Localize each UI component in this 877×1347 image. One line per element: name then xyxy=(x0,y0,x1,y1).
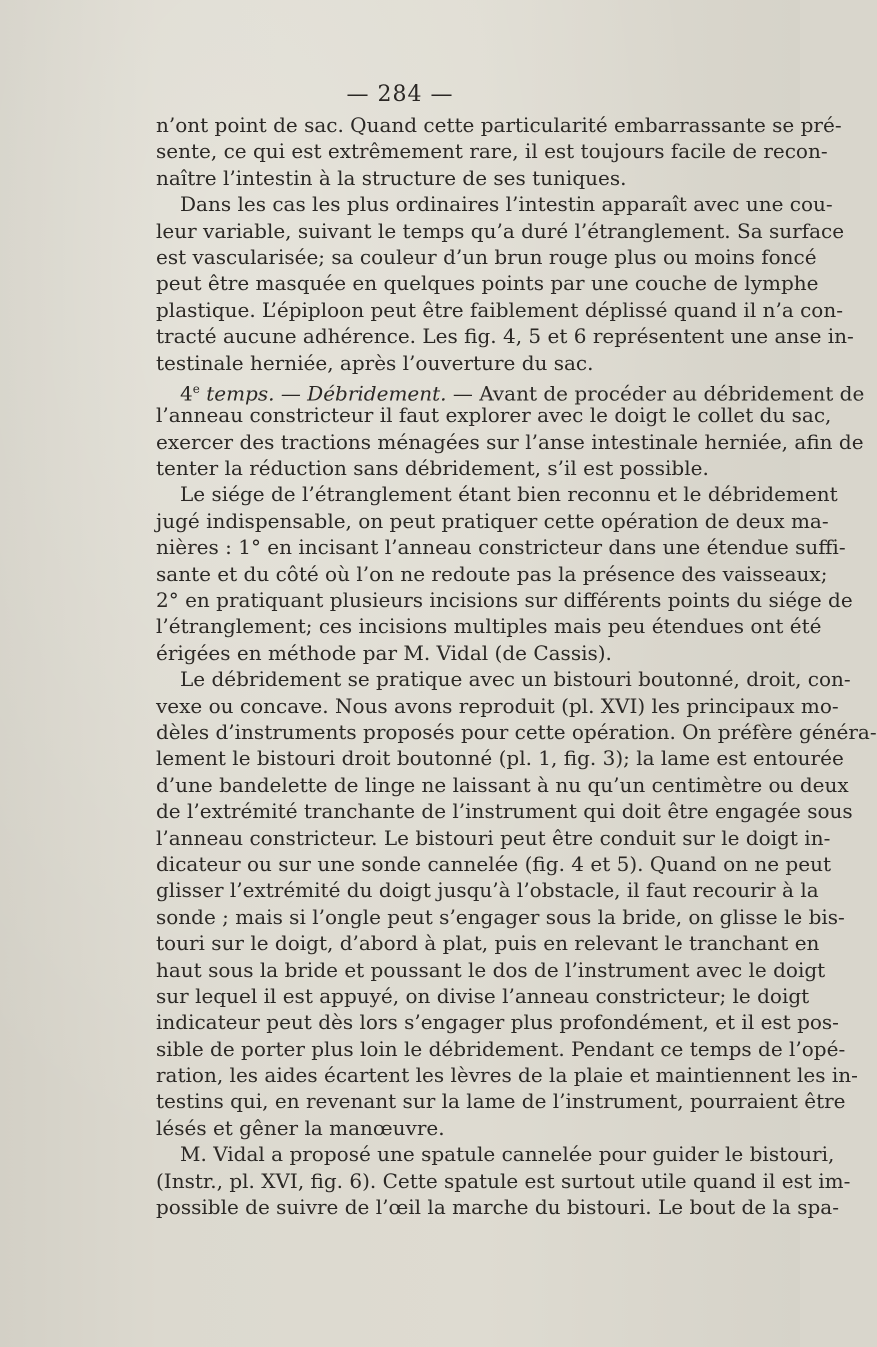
text-line: testinale herniée, après l’ouverture du sac. xyxy=(156,350,594,375)
text-line: Le débridement se pratique avec un bistouri boutonné, droit, con- xyxy=(180,667,851,692)
text-line: lésés et gêner la manœuvre. xyxy=(156,1115,445,1140)
text-line: n’ont point de sac. Quand cette particularité embarrassante se pré- xyxy=(156,113,842,137)
text-line: sente, ce qui est extrêmement rare, il est toujours facile de recon- xyxy=(156,139,828,164)
text-line: naître l’intestin à la structure de ses tuniques. xyxy=(156,165,627,190)
text-line: l’étranglement; ces incisions multiples mais peu étendues ont été xyxy=(156,614,822,639)
text-line: haut sous la bride et poussant le dos de l’instrument avec le doigt xyxy=(156,957,826,982)
text-line: testins qui, en revenant sur la lame de l’instrument, pourraient être xyxy=(156,1089,846,1114)
text-line: tenter la réduction sans débridement, s’il est possible. xyxy=(156,456,709,481)
text-line: est vascularisée; sa couleur d’un brun rouge plus ou moins foncé xyxy=(156,244,817,269)
text-line: dicateur ou sur une sonde cannelée (fig. 4 et 5). Quand on ne peut xyxy=(156,851,831,876)
text-line: leur variable, suivant le temps qu’a duré l’étranglement. Sa surface xyxy=(156,218,845,243)
text-line: sur lequel il est appuyé, on divise l’anneau constricteur; le doigt xyxy=(156,983,810,1008)
body-text xyxy=(156,112,877,1220)
text-line: touri sur le doigt, d’abord à plat, puis en relevant le tranchant en xyxy=(156,931,820,956)
section-text: — Avant de procéder au débridement de xyxy=(446,381,865,406)
text-line: lement le bistouri droit boutonné (pl. 1, fig. 3); la lame est entourée xyxy=(156,746,844,771)
text-line: indicateur peut dès lors s’engager plus profondément, et il est pos- xyxy=(156,1010,839,1035)
text-line: tracté aucune adhérence. Les fig. 4, 5 et 6 représentent une anse in- xyxy=(156,324,854,349)
text-line: glisser l’extrémité du doigt jusqu’à l’obstacle, il faut recourir à la xyxy=(156,878,819,903)
text-line: vexe ou concave. Nous avons reproduit (pl. XVI) les principaux mo- xyxy=(156,693,839,718)
text-line: érigées en méthode par M. Vidal (de Cassis). xyxy=(156,640,612,665)
section-number: 4 xyxy=(180,381,193,406)
text-line: d’une bandelette de linge ne laissant à nu qu’un centimètre ou deux xyxy=(156,772,849,797)
text-line: 2° en pratiquant plusieurs incisions sur différents points du siége de xyxy=(156,588,853,613)
text-line: exercer des tractions ménagées sur l’anse intestinale herniée, afin de xyxy=(156,429,864,454)
text-line: plastique. L’épiploon peut être faiblement déplissé quand il n’a con- xyxy=(156,297,843,322)
text-line: M. Vidal a proposé une spatule cannelée pour guider le bistouri, xyxy=(180,1142,835,1167)
text-line: nières : 1° en incisant l’anneau constricteur dans une étendue suffi- xyxy=(156,535,846,560)
text-line: ration, les aides écartent les lèvres de la plaie et maintiennent les in- xyxy=(156,1063,858,1088)
section-heading-line xyxy=(156,376,865,406)
text-line: (Instr., pl. XVI, fig. 6). Cette spatule est surtout utile quand il est im- xyxy=(156,1168,851,1193)
page-number: — 284 — xyxy=(346,82,454,107)
text-line: dèles d’instruments proposés pour cette opération. On préfère généra- xyxy=(156,719,877,744)
section-number-suffix: e xyxy=(192,381,200,396)
text-line: possible de suivre de l’œil la marche du bistouri. Le bout de la spa- xyxy=(156,1195,839,1220)
text-line: Le siége de l’étranglement étant bien reconnu et le débridement xyxy=(180,482,838,507)
text-line: Dans les cas les plus ordinaires l’intestin apparaît avec une cou- xyxy=(180,192,833,217)
text-line: peut être masquée en quelques points par une couche de lymphe xyxy=(156,271,819,296)
text-line: sante et du côté où l’on ne redoute pas la présence des vaisseaux; xyxy=(156,561,828,586)
text-line: sonde ; mais si l’ongle peut s’engager sous la bride, on glisse le bis- xyxy=(156,904,845,929)
text-line: jugé indispensable, on peut pratiquer cette opération de deux ma- xyxy=(156,508,829,533)
text-line: sible de porter plus loin le débridement. Pendant ce temps de l’opé- xyxy=(156,1036,846,1061)
text-line: de l’extrémité tranchante de l’instrument qui doit être engagée sous xyxy=(156,799,853,824)
text-line: l’anneau constricteur. Le bistouri peut être conduit sur le doigt in- xyxy=(156,825,831,850)
section-title: temps. — Débridement. xyxy=(199,381,447,406)
text-line: l’anneau constricteur il faut explorer avec le doigt le collet du sac, xyxy=(156,403,832,428)
